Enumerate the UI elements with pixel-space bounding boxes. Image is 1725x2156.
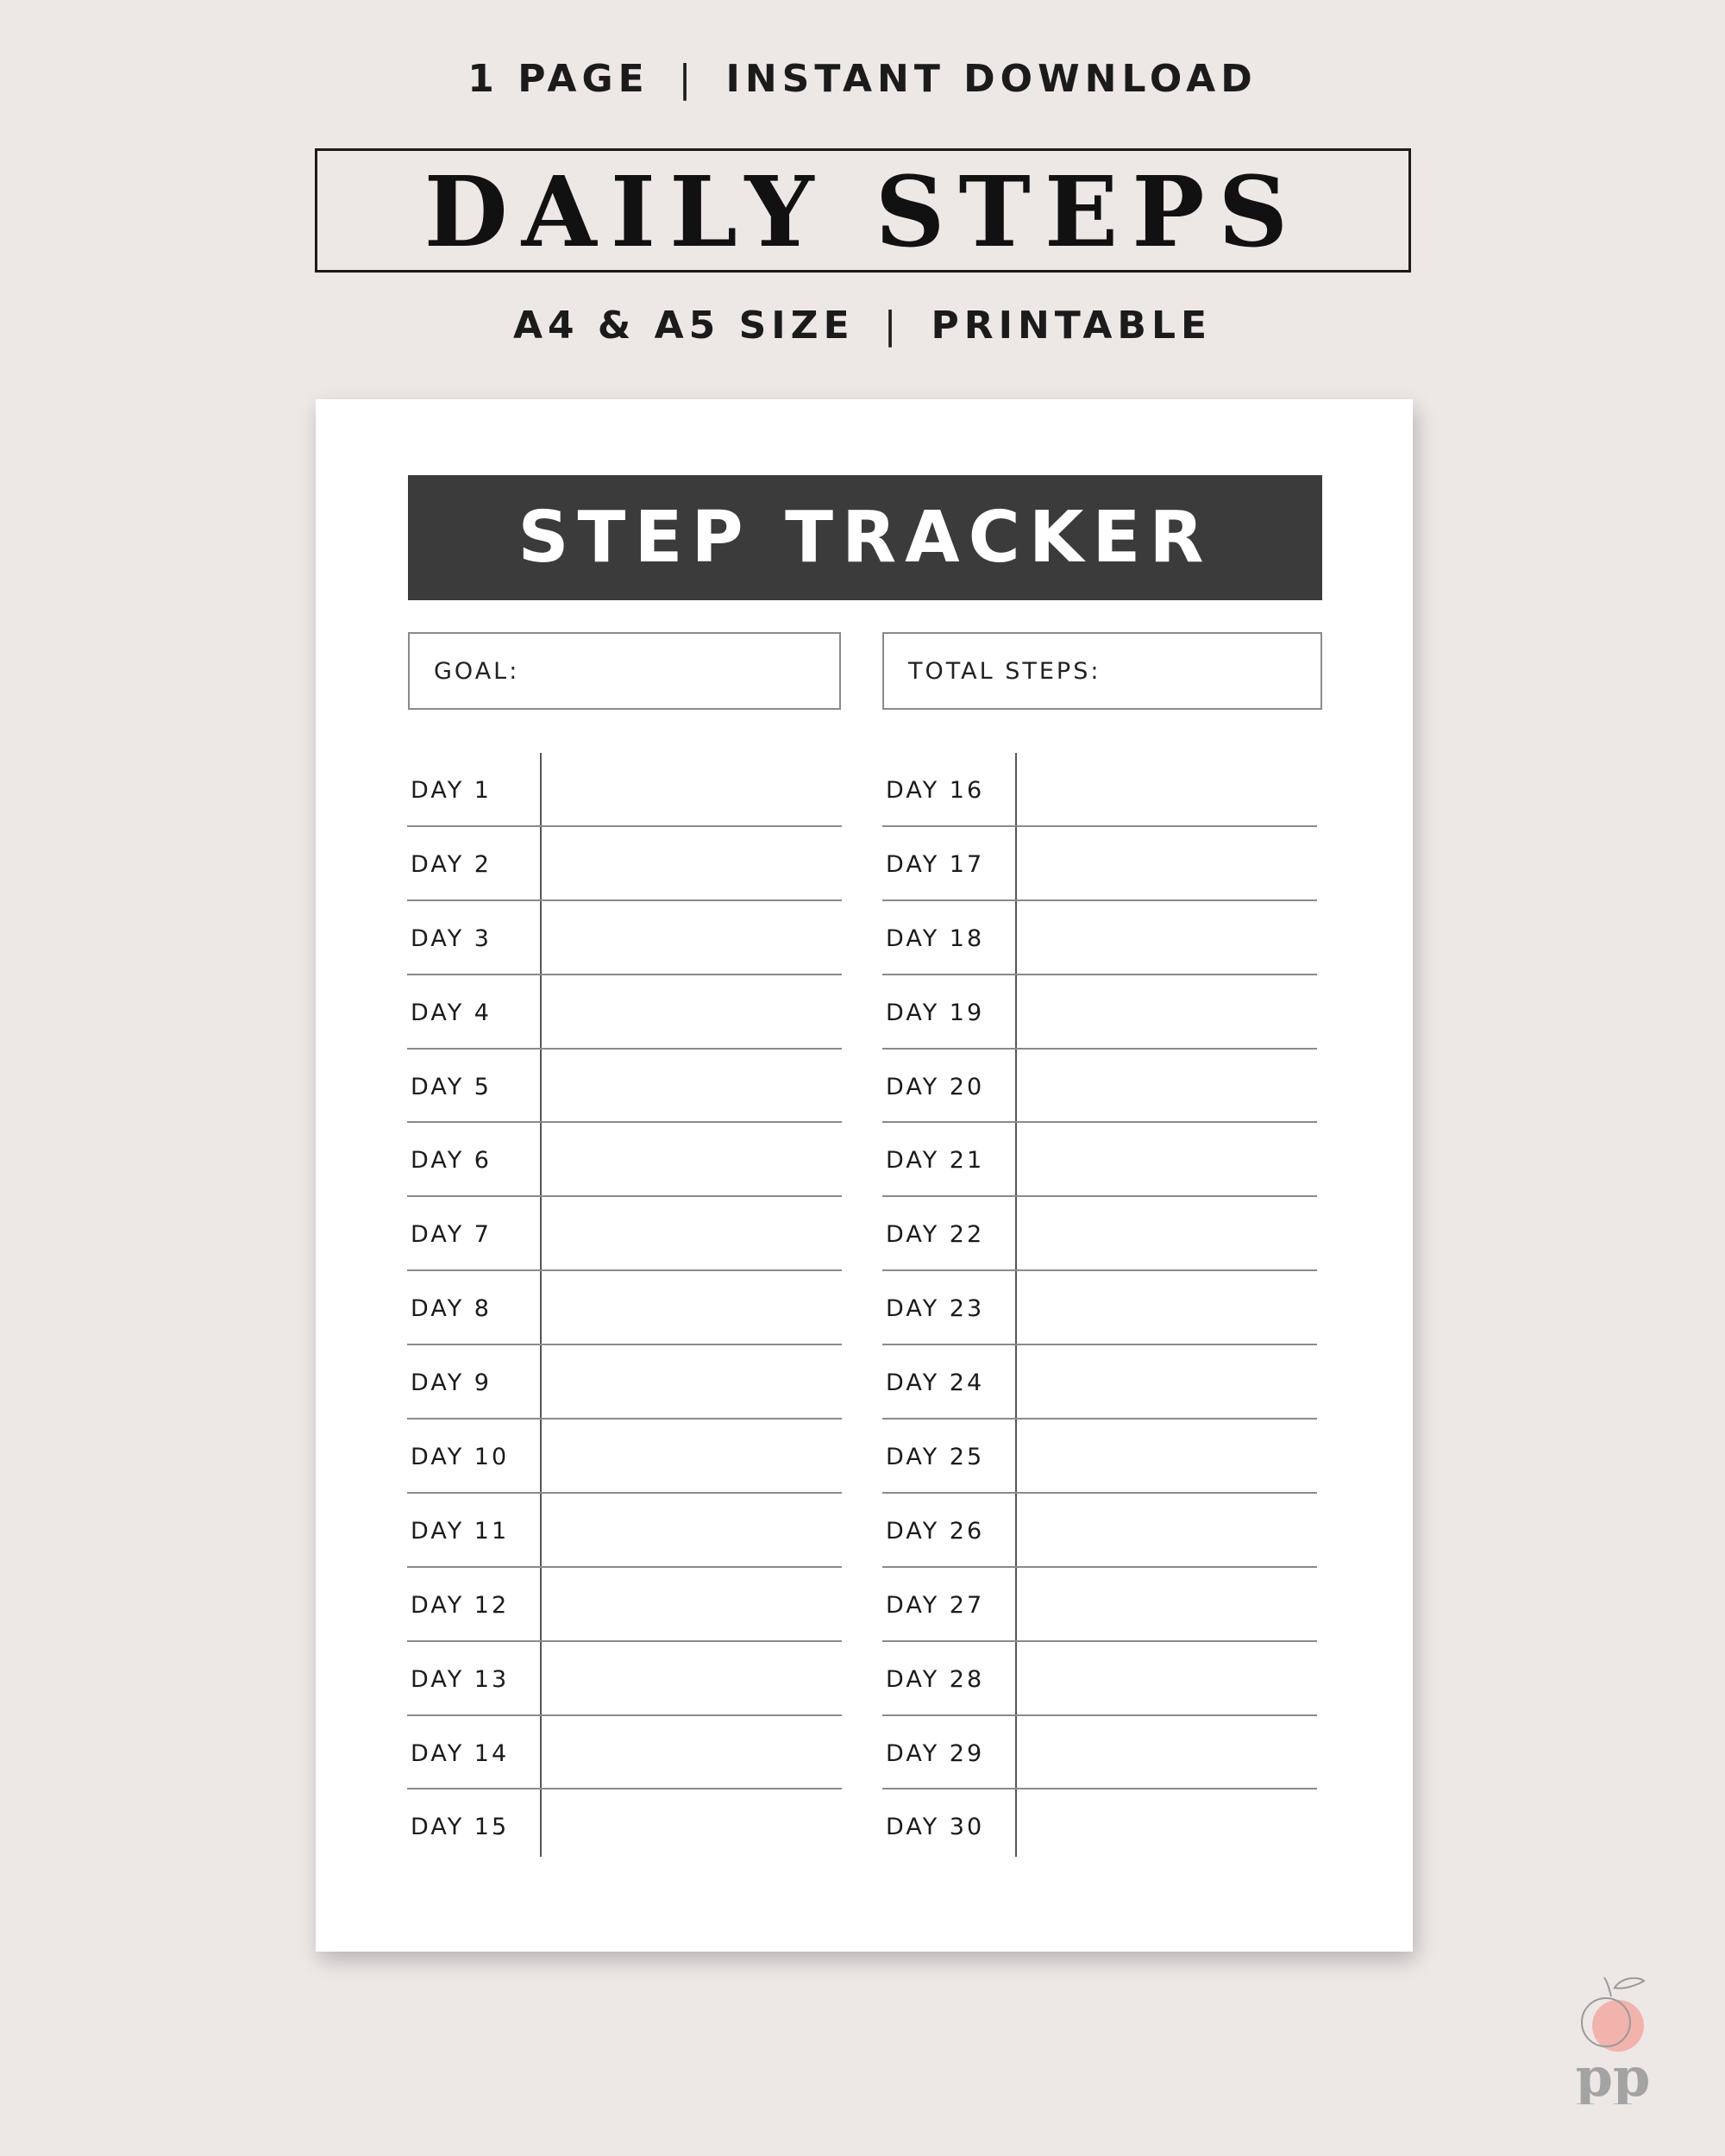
day-label: DAY 6: [411, 1147, 492, 1175]
day-label: DAY 2: [411, 850, 492, 878]
brand-logo: [1570, 1971, 1656, 2104]
day-label: DAY 26: [886, 1517, 985, 1545]
day-label: DAY 13: [411, 1665, 510, 1693]
day-row[interactable]: [407, 1568, 842, 1642]
day-row[interactable]: [407, 1716, 842, 1790]
day-label: DAY 27: [886, 1591, 985, 1619]
day-label: DAY 22: [886, 1221, 985, 1249]
day-label: DAY 9: [411, 1369, 492, 1397]
planner-sheet: [316, 399, 1413, 1952]
day-label: DAY 24: [886, 1369, 985, 1397]
day-row[interactable]: [882, 1197, 1317, 1271]
day-label: DAY 18: [886, 924, 985, 952]
day-row[interactable]: [407, 1271, 842, 1345]
day-row[interactable]: [407, 1345, 842, 1420]
day-row[interactable]: [407, 901, 842, 975]
day-row[interactable]: [407, 1197, 842, 1271]
day-row[interactable]: [882, 1345, 1317, 1420]
day-row[interactable]: [882, 901, 1317, 975]
day-row[interactable]: [407, 1123, 842, 1197]
peach-icon: [1570, 1971, 1656, 2104]
header-tagline-bottom: [0, 304, 1725, 348]
day-label: DAY 23: [886, 1295, 985, 1323]
day-row[interactable]: [407, 1050, 842, 1124]
day-label: DAY 1: [411, 777, 492, 804]
size-label: A4 & A5 SIZE: [512, 304, 855, 348]
logo-text: pp: [1575, 2046, 1651, 2104]
download-label: INSTANT DOWNLOAD: [725, 57, 1258, 101]
day-label: DAY 17: [886, 850, 985, 878]
day-label: DAY 20: [886, 1073, 985, 1100]
day-label: DAY 5: [411, 1073, 492, 1100]
day-row[interactable]: [407, 753, 842, 827]
day-label: DAY 7: [411, 1221, 492, 1249]
day-row[interactable]: [882, 975, 1317, 1050]
day-label: DAY 28: [886, 1665, 985, 1693]
tracker-banner: [408, 475, 1322, 600]
day-label: DAY 4: [411, 999, 492, 1026]
day-column-right: [882, 753, 1317, 1864]
day-column-left: [407, 753, 842, 1864]
day-label: DAY 10: [411, 1444, 510, 1471]
day-label: DAY 16: [886, 777, 985, 804]
day-row[interactable]: [407, 827, 842, 901]
day-row[interactable]: [882, 1642, 1317, 1716]
day-row[interactable]: [407, 1642, 842, 1716]
day-label: DAY 11: [411, 1517, 510, 1545]
page-title: DAILY STEPS: [423, 155, 1302, 269]
day-row[interactable]: [882, 1494, 1317, 1568]
separator: |: [883, 304, 902, 348]
title-frame: [315, 148, 1411, 273]
header-tagline-top: [0, 57, 1725, 101]
day-label: DAY 8: [411, 1295, 492, 1323]
separator: |: [678, 57, 697, 101]
day-row[interactable]: [882, 1271, 1317, 1345]
day-row[interactable]: [882, 1123, 1317, 1197]
day-row[interactable]: [882, 827, 1317, 901]
day-row[interactable]: [882, 1568, 1317, 1642]
day-row[interactable]: [882, 1789, 1317, 1864]
day-row[interactable]: [407, 1494, 842, 1568]
day-row[interactable]: [882, 1716, 1317, 1790]
day-label: DAY 15: [411, 1814, 510, 1841]
day-label: DAY 14: [411, 1739, 510, 1767]
day-row[interactable]: [882, 753, 1317, 827]
day-label: DAY 21: [886, 1147, 985, 1175]
tracker-title: STEP TRACKER: [518, 497, 1213, 579]
day-row[interactable]: [407, 1420, 842, 1494]
page-count-label: 1 PAGE: [467, 57, 649, 101]
day-label: DAY 12: [411, 1591, 510, 1619]
goal-field[interactable]: [408, 632, 841, 710]
goal-label: GOAL:: [434, 657, 520, 685]
day-label: DAY 30: [886, 1814, 985, 1841]
day-row[interactable]: [407, 975, 842, 1050]
day-label: DAY 3: [411, 924, 492, 952]
day-label: DAY 29: [886, 1739, 985, 1767]
day-label: DAY 19: [886, 999, 985, 1026]
day-row[interactable]: [407, 1789, 842, 1864]
day-label: DAY 25: [886, 1444, 985, 1471]
day-row[interactable]: [882, 1050, 1317, 1124]
day-row[interactable]: [882, 1420, 1317, 1494]
total-steps-field[interactable]: [882, 632, 1322, 710]
printable-label: PRINTABLE: [931, 304, 1213, 348]
total-steps-label: TOTAL STEPS:: [908, 657, 1101, 685]
